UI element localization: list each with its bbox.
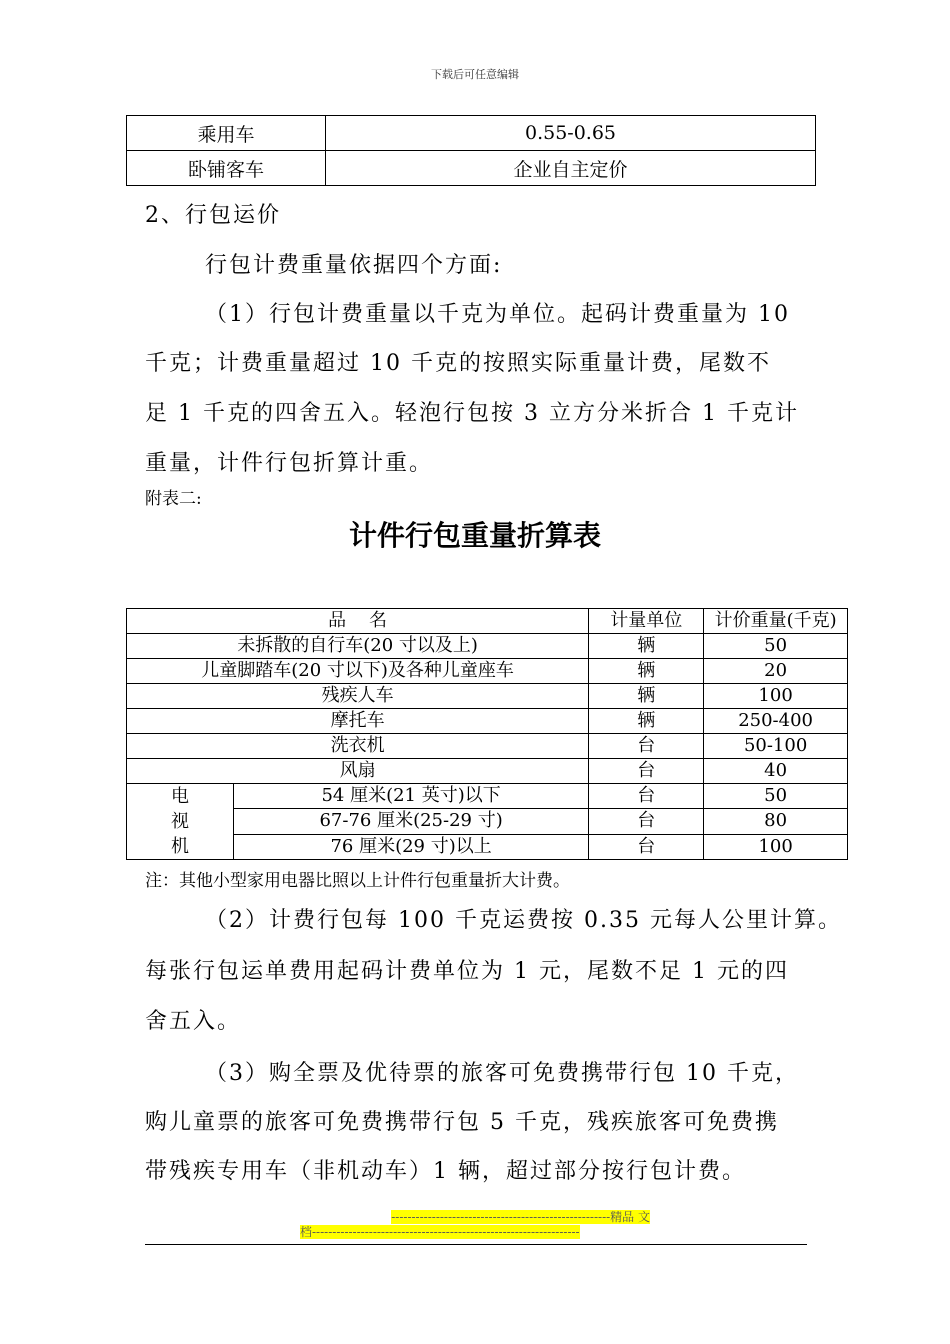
rate-cell: 0.55-0.65: [326, 116, 816, 151]
section-heading: 2、行包运价: [145, 203, 281, 228]
tv-label-cell: [127, 784, 234, 860]
table-row: [127, 784, 848, 809]
tv-size-cell: 67-76 厘米(25-29 寸): [234, 809, 589, 834]
item1-line4: 重量，计件行包折算计重。: [145, 451, 434, 476]
tv-label-char: 视: [171, 811, 189, 832]
unit-cell: 台: [589, 784, 704, 809]
unit-cell: 台: [589, 734, 704, 759]
item2-line3: 舍五入。: [145, 1009, 242, 1034]
table-title: 计件行包重量折算表: [348, 519, 601, 552]
weight-cell: 250-400: [704, 709, 848, 734]
item1-line3: 足 1 千克的四舍五入。轻泡行包按 3 立方分米折合 1 千克计: [145, 401, 799, 426]
footer-line1: ------------------------------------------------------精品 文: [391, 1210, 650, 1224]
table-header-row: [127, 609, 848, 634]
vehicle-type-cell: 卧铺客车: [127, 151, 326, 186]
weight-cell: 100: [704, 684, 848, 709]
table-row: [127, 151, 816, 186]
unit-cell: 台: [589, 834, 704, 859]
tv-size-cell: 76 厘米(29 寸)以上: [234, 834, 589, 859]
item3-line3: 带残疾专用车（非机动车）1 辆，超过部分按行包计费。: [145, 1159, 746, 1184]
weight-cell: 100: [704, 834, 848, 859]
tv-label-char: 机: [171, 836, 189, 857]
item2-line2: 每张行包运单费用起码计费单位为 1 元，尾数不足 1 元的四: [145, 959, 789, 984]
item3-line2: 购儿童票的旅客可免费携带行包 5 千克，残疾旅客可免费携: [145, 1110, 779, 1135]
unit-cell: 辆: [589, 709, 704, 734]
unit-cell: 辆: [589, 634, 704, 659]
footer-divider: [145, 1244, 807, 1245]
table-row: [127, 634, 848, 659]
vehicle-type-cell: 乘用车: [127, 116, 326, 151]
unit-cell: 台: [589, 809, 704, 834]
table-row: [127, 116, 816, 151]
table-note: 注：其他小型家用电器比照以上计件行包重量折大计费。: [145, 871, 570, 891]
tv-label-char: 电: [171, 786, 189, 807]
item1-line2: 千克；计费重量超过 10 千克的按照实际重量计费，尾数不: [145, 351, 771, 376]
intro-paragraph: 行包计费重量依据四个方面:: [205, 253, 503, 278]
table-row: [127, 759, 848, 784]
item-name-cell: 摩托车: [127, 709, 589, 734]
weight-cell: 50: [704, 784, 848, 809]
header-unit: 计量单位: [589, 609, 704, 634]
item-name-cell: 未拆散的自行车(20 寸以及上): [127, 634, 589, 659]
unit-cell: 台: [589, 759, 704, 784]
unit-cell: 辆: [589, 659, 704, 684]
unit-cell: 辆: [589, 684, 704, 709]
table-row: [127, 734, 848, 759]
weight-cell: 40: [704, 759, 848, 784]
annex-label: 附表二:: [145, 489, 202, 509]
header-weight: 计价重量(千克): [704, 609, 848, 634]
item-name-cell: 残疾人车: [127, 684, 589, 709]
weight-cell: 80: [704, 809, 848, 834]
header-item-name: 品 名: [127, 609, 589, 634]
item-name-cell: 洗衣机: [127, 734, 589, 759]
weight-cell: 50: [704, 634, 848, 659]
table-row: [127, 659, 848, 684]
table-row: [127, 834, 848, 859]
weight-cell: 20: [704, 659, 848, 684]
header-note: 下载后可任意编辑: [431, 68, 519, 81]
tv-size-cell: 54 厘米(21 英寸)以下: [234, 784, 589, 809]
weight-cell: 50-100: [704, 734, 848, 759]
fare-rate-table: [126, 115, 816, 186]
weight-conversion-table: [126, 608, 848, 860]
footer-line2: 档------------------------------------------------------------------: [300, 1225, 580, 1239]
item2-line1: （2）计费行包每 100 千克运费按 0.35 元每人公里计算。: [205, 908, 842, 933]
footer-watermark: [300, 1210, 650, 1240]
item-name-cell: 儿童脚踏车(20 寸以下)及各种儿童座车: [127, 659, 589, 684]
table-row: [127, 709, 848, 734]
table-row: [127, 684, 848, 709]
table-row: [127, 809, 848, 834]
item3-line1: （3）购全票及优待票的旅客可免费携带行包 10 千克，: [205, 1061, 799, 1086]
item1-line1: （1）行包计费重量以千克为单位。起码计费重量为 10: [205, 302, 790, 327]
item-name-cell: 风扇: [127, 759, 589, 784]
rate-cell: 企业自主定价: [326, 151, 816, 186]
